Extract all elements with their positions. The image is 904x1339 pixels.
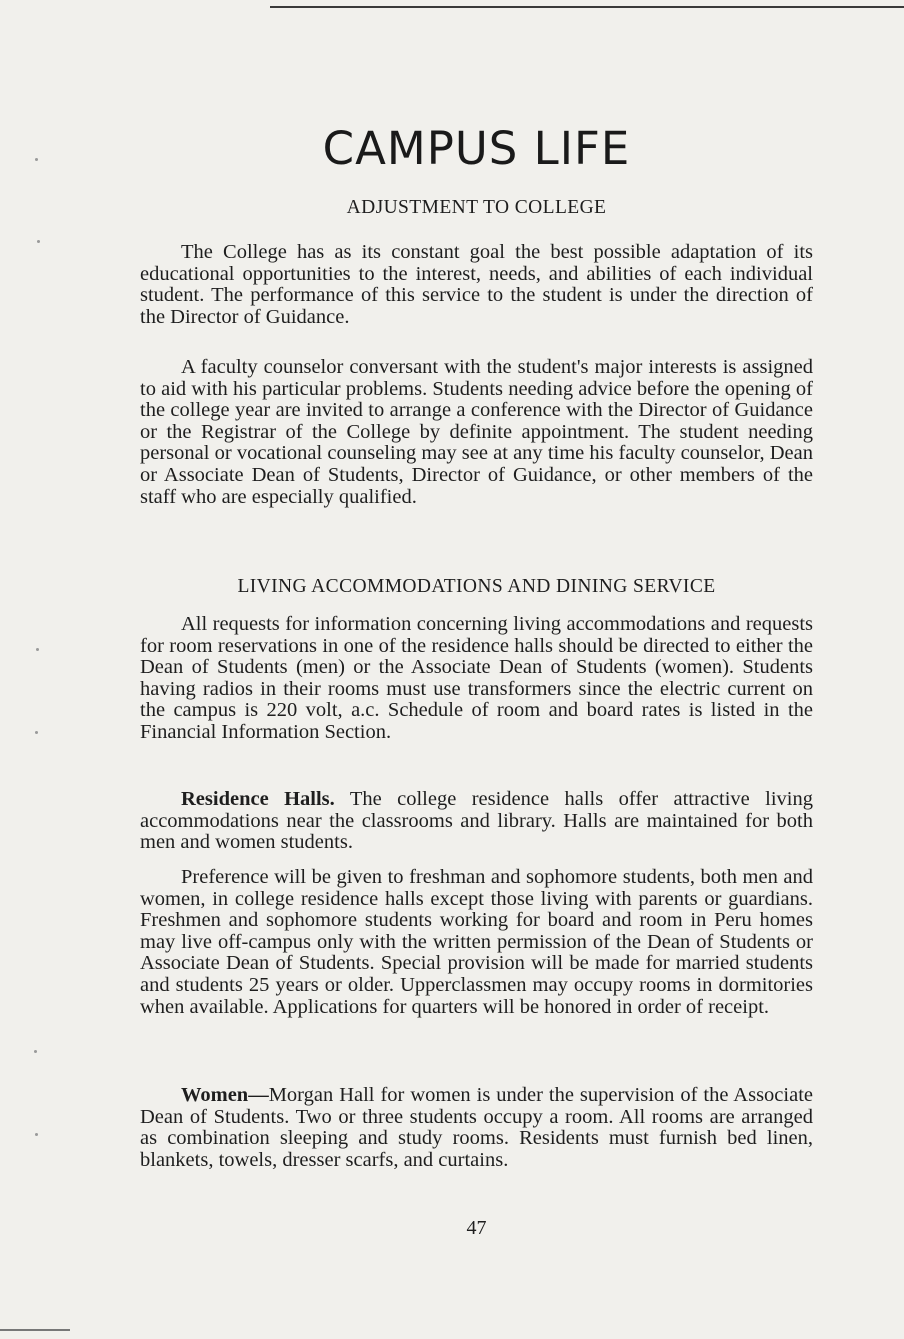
scan-speck	[36, 648, 39, 651]
scan-speck	[37, 240, 40, 243]
section-heading-adjustment: ADJUSTMENT TO COLLEGE	[346, 197, 607, 218]
top-rule	[270, 6, 904, 8]
page-title: CAMPUS LIFE	[322, 122, 631, 175]
residence-halls-text: The college residence halls offer attractive living accommodations near the classrooms and library. Halls are maintained for both men and women students.	[140, 788, 813, 854]
paragraph-preference: Preference will be given to freshman and sophomore students, both men and women, in college residence halls except those living with parents or guardians. Freshmen and sophomore students working for board and room in Peru homes may live off-campus only with the written permission of the Dean of Students or Associate Dean of Students. Special provision will be made for married students and students 25 years or older. Upperclassmen may occupy rooms in dormitories when available. Applications for quarters will be honored in order of receipt.	[140, 866, 813, 1018]
runin-residence-halls: Residence Halls.	[181, 788, 335, 810]
scan-speck	[34, 1050, 37, 1053]
scan-speck	[35, 1133, 38, 1136]
bottom-rule	[0, 1329, 70, 1331]
women-text: Morgan Hall for women is under the supervision of the Associate Dean of Students. Two or three students occupy a room. All rooms are arranged as combination sleeping and study rooms. Residents must furnish bed linen, blankets, towels, dresser scarfs, and curtains.	[140, 1084, 813, 1171]
paragraph-faculty-counselor: A faculty counselor conversant with the student's major interests is assigned to aid with his particular problems. Students needing advice before the opening of the college year are invited to arrange a conference with the Director of Guidance or the Registrar of the College by definite appointment. The student needing personal or vocational counseling may see at any time his faculty counselor, Dean or Associate Dean of Students, Director of Guidance, or other members of the staff who are especially qualified.	[140, 356, 813, 508]
scan-speck	[35, 158, 38, 161]
scan-speck	[35, 731, 38, 734]
paragraph-residence-halls	[140, 789, 813, 854]
page-number: 47	[466, 1217, 487, 1239]
runin-women: Women—	[181, 1084, 269, 1106]
paragraph-women	[140, 1085, 813, 1171]
section-heading-living: LIVING ACCOMMODATIONS AND DINING SERVICE	[237, 576, 716, 597]
paragraph-adjustment-goal: The College has as its constant goal the best possible adaptation of its educational opportunities to the interest, needs, and abilities of each individual student. The performance of this service to the student is under the direction of the Director of Guidance.	[140, 241, 813, 328]
paragraph-living-requests: All requests for information concerning living accommodations and requests for room reservations in one of the residence halls should be directed to either the Dean of Students (men) or the Associate Dean of Students (women). Students having radios in their rooms must use transformers since the electric current on the campus is 220 volt, a.c. Schedule of room and board rates is listed in the Financial Information Section.	[140, 613, 813, 743]
